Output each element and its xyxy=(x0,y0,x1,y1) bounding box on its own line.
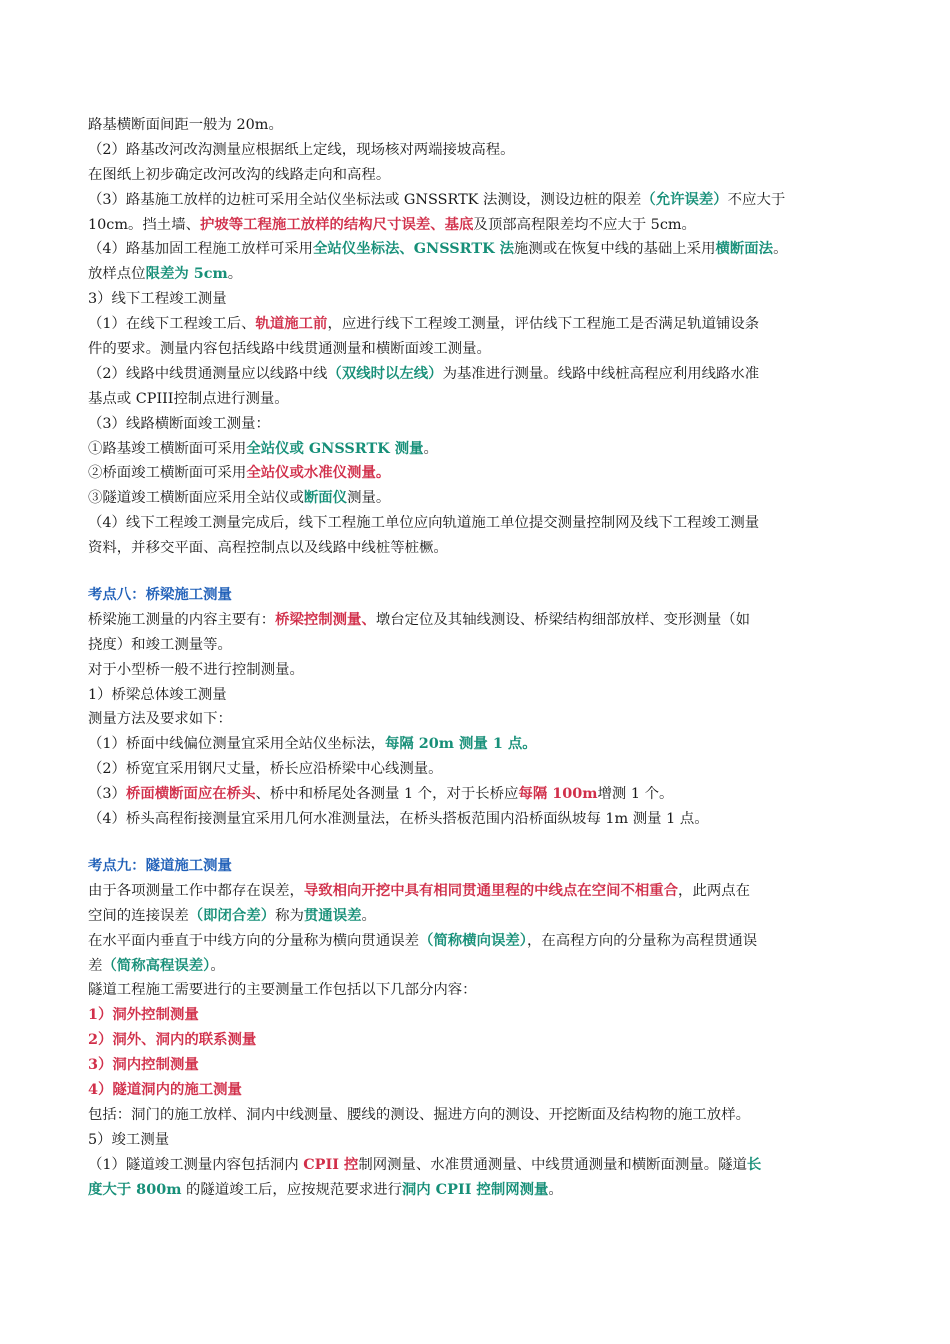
paragraph-line xyxy=(88,757,868,782)
text-run: （4）桥头高程衔接测量宜采用几何水准测量法，在桥头搭板范围内沿桥面纵坡每 1m 测量 1 点。 xyxy=(88,811,709,828)
paragraph-line xyxy=(88,138,868,163)
text-run: 10cm。挡土墙、 xyxy=(88,216,200,233)
text-run: 件的要求。测量内容包括线路中线贯通测量和横断面竣工测量。 xyxy=(88,341,491,358)
text-run: 。 xyxy=(423,440,438,457)
text-run: 测量。 xyxy=(347,490,391,507)
paragraph-line xyxy=(88,536,868,561)
paragraph-line xyxy=(88,337,868,362)
text-run: ②桥面竣工横断面可采用 xyxy=(88,465,247,482)
highlight-red: 轨道施工前 xyxy=(255,315,328,333)
paragraph-line xyxy=(88,486,868,511)
paragraph-line xyxy=(88,1128,868,1153)
paragraph-line xyxy=(88,412,868,437)
highlight-red: 全站仪或水准仪测量。 xyxy=(246,464,391,482)
text-run: 在图纸上初步确定改河改沟的线路走向和高程。 xyxy=(88,166,391,183)
text-run: （1）隧道竣工测量内容包括洞内 xyxy=(88,1156,304,1173)
highlight-green: 洞内 CPII 控制网测量 xyxy=(401,1180,549,1198)
paragraph-line xyxy=(88,1103,868,1128)
text-run: （1）在线下工程竣工后、 xyxy=(88,316,256,333)
paragraph-line xyxy=(88,929,868,954)
text-run: ，应进行线下工程竣工测量，评估线下工程施工是否满足轨道铺设条 xyxy=(327,316,760,333)
paragraph-line xyxy=(88,782,868,807)
paragraph-line xyxy=(88,387,868,412)
section-line-survey xyxy=(88,113,868,561)
text-run: 。 xyxy=(210,957,225,974)
text-run: 隧道工程施工需要进行的主要测量工作包括以下几部分内容： xyxy=(88,982,477,999)
section-gap xyxy=(88,561,868,583)
text-run: 。 xyxy=(548,1181,563,1198)
paragraph-line xyxy=(88,633,868,658)
text-run: （2）线路中线贯通测量应以线路中线 xyxy=(88,365,328,382)
highlight-green: 贯通误差 xyxy=(303,906,362,924)
text-run: 的隧道竣工后，应按规范要求进行 xyxy=(181,1181,402,1198)
paragraph-line xyxy=(88,287,868,312)
section-gap xyxy=(88,832,868,854)
highlight-red: 导致相向开挖中具有相同贯通里程的中线点在空间不相重合 xyxy=(303,881,679,899)
paragraph-line xyxy=(88,237,868,262)
text-run: 基点或 CPIII控制点进行测量。 xyxy=(88,390,289,407)
paragraph-line xyxy=(88,113,868,138)
paragraph-line xyxy=(88,1028,868,1053)
highlight-red: 3）洞内控制测量 xyxy=(88,1056,199,1074)
text-run: （2）路基改河改沟测量应根据纸上定线，现场核对两端接坡高程。 xyxy=(88,141,515,158)
text-run: 3）线下工程竣工测量 xyxy=(88,291,227,308)
highlight-red: 1）洞外控制测量 xyxy=(88,1006,199,1024)
highlight-red: 每隔 100m xyxy=(518,785,598,803)
paragraph-line xyxy=(88,1153,868,1178)
text-run: （2）桥宽宜采用钢尺丈量，桥长应沿桥梁中心线测量。 xyxy=(88,761,443,778)
highlight-red: 2）洞外、洞内的联系测量 xyxy=(88,1031,257,1049)
paragraph-line xyxy=(88,1178,868,1203)
highlight-red: CPII 控 xyxy=(303,1155,359,1173)
text-run: 对于小型桥一般不进行控制测量。 xyxy=(88,661,304,678)
text-run: （3） xyxy=(88,786,126,803)
paragraph-line xyxy=(88,262,868,287)
paragraph-line xyxy=(88,879,868,904)
highlight-red: 护坡等工程施工放样的结构尺寸误差、基底 xyxy=(199,215,474,233)
highlight-green: （双线时以左线） xyxy=(327,364,443,382)
text-run: 及顶部高程限差均不应大于 5cm。 xyxy=(473,216,696,233)
paragraph-line xyxy=(88,213,868,238)
paragraph-line xyxy=(88,807,868,832)
highlight-green: 度大于 800m xyxy=(88,1180,182,1198)
section-bridge-survey xyxy=(88,608,868,832)
text-run: 资料，并移交平面、高程控制点以及线路中线桩等桩橛。 xyxy=(88,540,448,557)
document-page xyxy=(88,113,868,1202)
highlight-green: 每隔 20m 测量 1 点。 xyxy=(384,735,537,753)
text-run: 包括：洞门的施工放样、洞内中线测量、腰线的测设、掘进方向的测设、开挖断面及结构物的施工放样。 xyxy=(88,1106,750,1123)
paragraph-line xyxy=(88,683,868,708)
paragraph-line xyxy=(88,904,868,929)
highlight-red: 桥梁控制测量、 xyxy=(275,610,376,628)
highlight-green: 横断面法 xyxy=(715,240,774,258)
highlight-red: 桥面横断面应在桥头 xyxy=(125,785,256,803)
text-run: 空间的连接误差 xyxy=(88,907,189,924)
text-run: 称为 xyxy=(275,907,304,924)
text-run: 路基横断面间距一般为 20m。 xyxy=(88,117,283,133)
text-run: 放样点位 xyxy=(88,266,146,283)
text-run: ，在高程方向的分量称为高程贯通误 xyxy=(526,932,758,949)
text-run: （3）线路横断面竣工测量： xyxy=(88,415,270,432)
paragraph-line xyxy=(88,1078,868,1103)
text-run: 为基准进行测量。线路中线桩高程应利用线路水准 xyxy=(442,365,760,382)
highlight-green: （简称高程误差） xyxy=(102,956,211,974)
highlight-red: 4）隧道洞内的施工测量 xyxy=(88,1080,242,1098)
text-run: 在水平面内垂直于中线方向的分量称为横向贯通误差 xyxy=(88,932,419,949)
text-run: 不应大于 xyxy=(727,191,786,208)
text-run: （4）路基加固工程施工放样可采用 xyxy=(88,241,314,258)
text-run: 。 xyxy=(227,266,243,283)
paragraph-line xyxy=(88,658,868,683)
text-run: （1）桥面中线偏位测量宜采用全站仪坐标法， xyxy=(88,736,385,753)
highlight-green: 断面仪 xyxy=(303,489,348,507)
text-run: 增测 1 个。 xyxy=(597,786,674,803)
paragraph-line xyxy=(88,954,868,979)
text-run: ，此两点在 xyxy=(678,882,751,899)
text-run: 5）竣工测量 xyxy=(88,1131,170,1148)
highlight-green: 全站仪坐标法、GNSSRTK 法 xyxy=(313,240,515,258)
highlight-green: 限差为 5cm xyxy=(145,265,228,283)
text-run: 桥梁施工测量的内容主要有： xyxy=(88,611,276,628)
text-run: 由于各项测量工作中都存在误差， xyxy=(88,882,304,899)
paragraph-line xyxy=(88,511,868,536)
text-run: 1）桥梁总体竣工测量 xyxy=(88,686,227,703)
highlight-green: （允许误差） xyxy=(641,190,728,208)
highlight-green: 全站仪或 GNSSRTK 测量 xyxy=(246,439,424,457)
section-tunnel-survey xyxy=(88,879,868,1203)
text-run: （4）线下工程竣工测量完成后，线下工程施工单位应向轨道施工单位提交测量控制网及线下工程竣工测量 xyxy=(88,515,760,532)
paragraph-line xyxy=(88,461,868,486)
paragraph-line xyxy=(88,707,868,732)
paragraph-line xyxy=(88,978,868,1003)
text-run: 制网测量、水准贯通测量、中线贯通测量和横断面测量。隧道 xyxy=(358,1156,747,1173)
text-run: 差 xyxy=(88,957,103,974)
text-run: ③隧道竣工横断面应采用全站仪或 xyxy=(88,490,304,507)
text-run: 挠度）和竣工测量等。 xyxy=(88,636,232,653)
paragraph-line xyxy=(88,437,868,462)
paragraph-line xyxy=(88,608,868,633)
highlight-green: （简称横向误差） xyxy=(419,931,527,949)
heading-tunnel-survey: 考点九：隧道施工测量 xyxy=(88,856,232,874)
text-run: （3）路基施工放样的边桩可采用全站仪坐标法或 GNSSRTK 法测设，测设边桩的限差 xyxy=(88,191,642,208)
text-run: 。 xyxy=(361,907,376,924)
highlight-green: （即闭合差） xyxy=(188,906,276,924)
paragraph-line xyxy=(88,163,868,188)
highlight-green: 长 xyxy=(746,1155,762,1173)
paragraph-line xyxy=(88,1053,868,1078)
text-run: 施测或在恢复中线的基础上采用 xyxy=(514,241,716,258)
heading-bridge-survey: 考点八：桥梁施工测量 xyxy=(88,586,232,604)
paragraph-line xyxy=(88,188,868,213)
text-run: 墩台定位及其轴线测设、桥梁结构细部放样、变形测量（如 xyxy=(375,611,751,628)
text-run: ①路基竣工横断面可采用 xyxy=(88,440,247,457)
text-run: 、桥中和桥尾处各测量 1 个，对于长桥应 xyxy=(255,786,519,803)
paragraph-line xyxy=(88,1003,868,1028)
paragraph-line xyxy=(88,732,868,757)
paragraph-line xyxy=(88,312,868,337)
paragraph-line xyxy=(88,362,868,387)
text-run: 。 xyxy=(773,241,788,258)
text-run: 测量方法及要求如下： xyxy=(88,711,232,728)
